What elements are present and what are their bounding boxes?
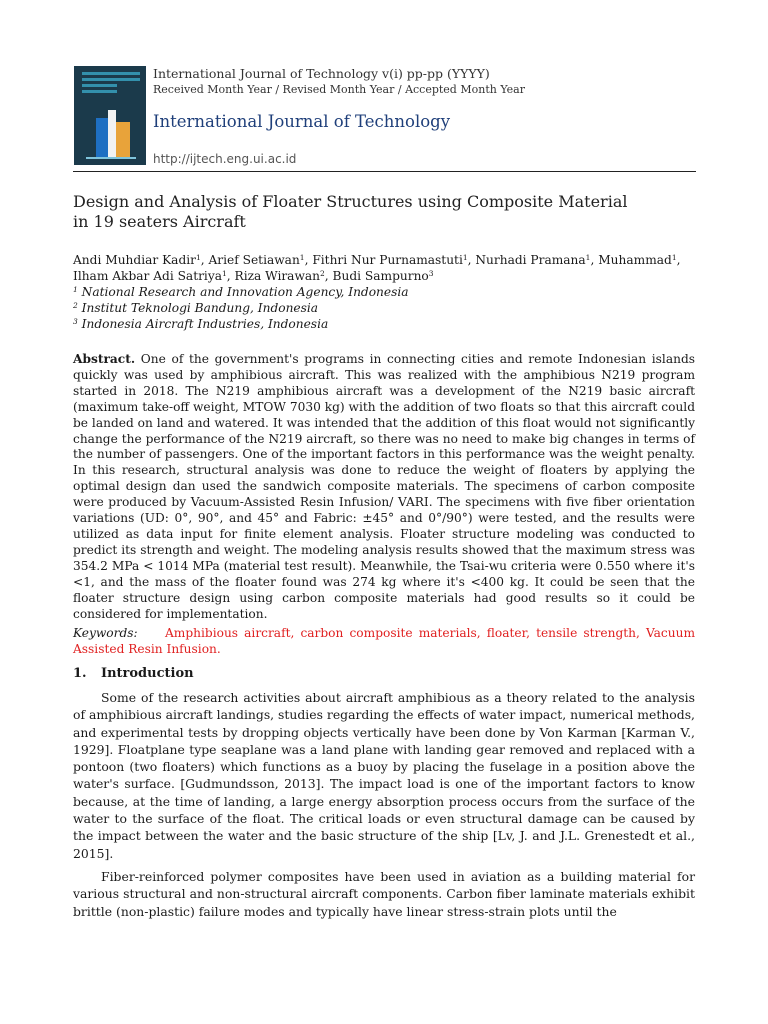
abstract-text: One of the government's programs in connecting cities and remote Indonesian islands quickly was used by amphibious aircraft. This was realized with the amphibious N219 program started in 2018. The N219 amphibious aircraft was a development of the N219 basic aircraft (maximum take-off weight, MTOW 7030 kg) with the addition of two floats so that this aircraft could be landed on land and watered. It was intended that the addition of this float would not significantly change the performance of the N219 aircraft, so there was no need to make big changes in terms of the number of passengers. One of the important factors in this performance was the weight penalty. In this research, structural analysis was done to reduce the weight of floaters by applying the optimal design dan used the sandwich composite materials. The specimens of carbon composite were produced by Vacuum-Assisted Resin Infusion/ VARI. The specimens with five fiber orientation variations (UD: 0°, 90°, and 45° and Fabric: ±45° and 0°/90°) were tested, and the results were utilized as data input for finite element analysis. Floater structure modeling was conducted to predict its strength and weight. The modeling analysis results showed that the maximum stress was 354.2 MPa < 1014 MPa (material test result). Meanwhile, the Tsai-wu criteria were 0.550 where it's <1, and the mass of the floater found was 274 kg where it's <400 kg. It could be seen that the floater structure design using carbon composite materials had good results so it could be considered for implementation.	[73, 352, 696, 621]
intro-paragraph-1: Some of the research activities about aircraft amphibious as a theory related to the analysis of amphibious aircraft landings, studies regarding the effects of water impact, numerical methods, and experimental tests by dropping objects vertically have been done by Von Karman [Karman V., 1929]. Floatplane type seaplane was a land plane with landing gear removed and replaced with a pontoon (two floaters) which functions as a buoy by placing the fuselage in a position above the water's surface. [Gudmundsson, 2013]. The impact load is one of the important factors to know because, at the time of landing, a large energy absorption process occurs from the surface of the water to the surface of the float. The critical loads or even structural damage can be caused by the impact between the water and the basic structure of the ship [Lv, J. and J.L. Grenestedt et al., 2015].	[73, 690, 695, 861]
cover-block-blue	[96, 118, 108, 158]
author-list	[73, 252, 693, 284]
author: Budi Sampurno$^3$	[332, 269, 434, 283]
intro-paragraph-2: Fiber-reinforced polymer composites have been used in aviation as a building material for various structural and non-structural aircraft components. Carbon fiber laminate materials exhibit brittle (non-plastic) failure modes and typically have linear stress-strain plots until the	[73, 869, 695, 919]
keywords-text: Amphibious aircraft, carbon composite materials, floater, tensile strength, Vacuum Assisted Resin Infusion.	[73, 626, 695, 656]
author: Ilham Akbar Adi Satriya$^1$,	[73, 269, 235, 283]
author: Fithri Nur Purnamastuti$^1$,	[312, 253, 476, 267]
author: Andi Muhdiar Kadir$^1$,	[73, 253, 209, 267]
section-heading-introduction	[73, 666, 194, 681]
paper-title	[73, 192, 693, 232]
cover-text-lines	[82, 72, 140, 96]
cover-block-orange	[116, 122, 130, 158]
paper-title-line-2: in 19 seaters Aircraft	[73, 212, 246, 231]
journal-citation-line: International Journal of Technology v(i) pp-pp (YYYY)	[153, 66, 490, 81]
cover-bar	[86, 157, 136, 159]
affiliation-list	[73, 284, 693, 332]
journal-name: International Journal of Technology	[153, 112, 451, 131]
keywords	[73, 626, 695, 658]
affiliation: $^1$ National Research and Innovation Agency, Indonesia	[73, 285, 409, 299]
section-title: Introduction	[101, 666, 194, 681]
affiliation: $^3$ Indonesia Aircraft Industries, Indonesia	[73, 317, 329, 331]
keywords-label: Keywords:	[73, 626, 138, 640]
author: Arief Setiawan$^1$,	[208, 253, 313, 267]
abstract	[73, 352, 695, 622]
received-dates-line: Received Month Year / Revised Month Year / Accepted Month Year	[153, 83, 525, 96]
abstract-label: Abstract.	[73, 352, 136, 366]
cover-block-white	[108, 110, 116, 158]
paper-title-line-1: Design and Analysis of Floater Structures using Composite Material	[73, 192, 628, 211]
section-number: 1.	[73, 666, 87, 681]
author: Nurhadi Pramana$^1$,	[475, 253, 599, 267]
author: Riza Wirawan$^2$,	[234, 269, 333, 283]
header-divider	[73, 171, 696, 172]
author: Muhammad$^1$,	[598, 253, 681, 267]
journal-cover-logo	[74, 66, 146, 165]
affiliation: $^2$ Institut Teknologi Bandung, Indonesia	[73, 301, 319, 315]
journal-url[interactable]: http://ijtech.eng.ui.ac.id	[153, 152, 297, 166]
